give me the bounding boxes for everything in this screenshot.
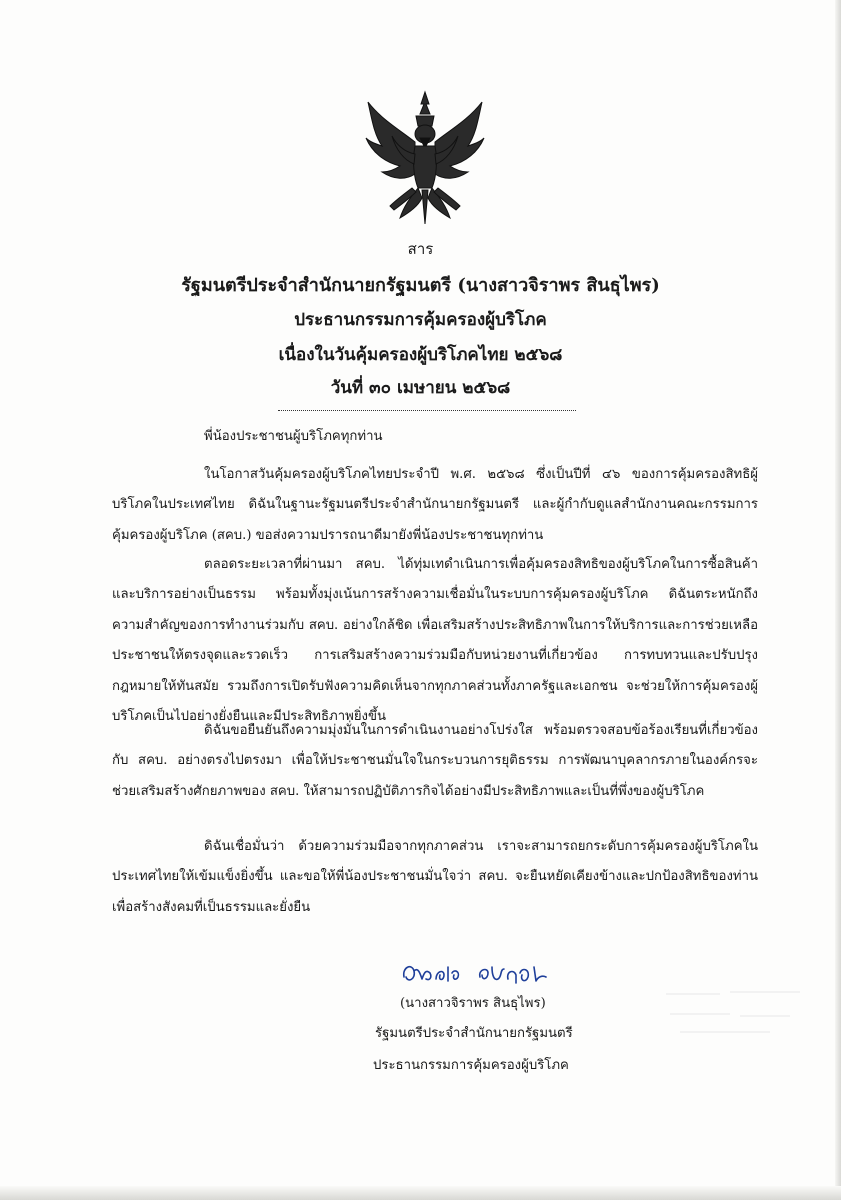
greeting: พี่น้องประชาชนผู้บริโภคทุกท่าน bbox=[204, 429, 383, 444]
title-line-3: เนื่องในวันคุ้มครองผู้บริโภคไทย ๒๕๖๘ bbox=[278, 345, 563, 365]
page-edge-right bbox=[835, 0, 841, 1200]
paragraph-1-text: ในโอกาสวันคุ้มครองผู้บริโภคไทยประจำปี พ.ศ. ๒๕๖๘ ซึ่งเป็นปีที่ ๔๖ ของการคุ้มครองสิทธิผู้บริโภคในประเทศไทย ดิฉันในฐานะรัฐมนตรีประจำสำนักนายกรัฐมนตรี และผู้กำกับดูแลสำนักงานคณะกรรมการคุ้มครองผู้บริโภค (สคบ.) ขอส่งความปรารถนาดีมายังพี่น้องประชาชนทุกท่าน bbox=[112, 467, 758, 543]
page-edge-bottom bbox=[0, 1186, 841, 1200]
handwritten-signature-icon bbox=[396, 955, 556, 991]
paragraph-2-text: ตลอดระยะเวลาที่ผ่านมา สคบ. ได้ทุ่มเทดำเนินการเพื่อคุ้มครองสิทธิของผู้บริโภคในการซื้อสินค้าและบริการอย่างเป็นธรรม พร้อมทั้งมุ่งเน้นการสร้างความเชื่อมั่นในระบบการคุ้มครองผู้บริโภค ดิฉันตระหนักถึงความสำคัญของการทำงานร่วมกับ สคบ. อย่างใกล้ชิด เพื่อเสริมสร้างประสิทธิภาพในการให้บริการและการช่วยเหลือประชาชนให้ตรงจุดและรวดเร็ว การเสริมสร้างความร่วมมือกับหน่วยงานที่เกี่ยวข้อง การทบทวนและปรับปรุงกฎหมายให้ทันสมัย รวมถึงการเปิดรับฟังความคิดเห็นจากทุกภาคส่วนทั้งภาครัฐและเอกชน จะช่วยให้การคุ้มครองผู้บริโภคเป็นไปอย่างยั่งยืนและมีประสิทธิภาพยิ่งขึ้น bbox=[112, 557, 758, 725]
title-line-2: ประธานกรรมการคุ้มครองผู้บริโภค bbox=[294, 310, 547, 330]
title-line-1: รัฐมนตรีประจำสำนักนายกรัฐมนตรี (นางสาวจิราพร สินธุไพร) bbox=[181, 275, 660, 296]
paragraph-3 bbox=[112, 716, 758, 807]
paragraph-2 bbox=[112, 550, 758, 732]
signatory-title-1: รัฐมนตรีประจำสำนักนายกรัฐมนตรี bbox=[375, 1026, 573, 1041]
garuda-emblem-icon bbox=[360, 90, 490, 230]
paragraph-1 bbox=[112, 460, 758, 551]
dotted-divider bbox=[278, 410, 576, 411]
signatory-title-2: ประธานกรรมการคุ้มครองผู้บริโภค bbox=[373, 1058, 569, 1073]
document-label: สาร bbox=[407, 240, 434, 258]
paragraph-4 bbox=[112, 832, 758, 923]
paragraph-3-text: ดิฉันขอยืนยันถึงความมุ่งมั่นในการดำเนินงานอย่างโปร่งใส พร้อมตรวจสอบข้อร้องเรียนที่เกี่ยวข้องกับ สคบ. อย่างตรงไปตรงมา เพื่อให้ประชาชนมั่นใจในกระบวนการยุติธรรม การพัฒนาบุคลากรภายในองค์กรจะช่วยเสริมสร้างศักยภาพของ สคบ. ให้สามารถปฏิบัติภารกิจได้อย่างมีประสิทธิภาพและเป็นที่พึ่งของผู้บริโภค bbox=[112, 723, 758, 799]
paragraph-4-text: ดิฉันเชื่อมั่นว่า ด้วยความร่วมมือจากทุกภาคส่วน เราจะสามารถยกระดับการคุ้มครองผู้บริโภคในประเทศไทยให้เข้มแข็งยิ่งขึ้น และขอให้พี่น้องประชาชนมั่นใจว่า สคบ. จะยืนหยัดเคียงข้างและปกป้องสิทธิของท่าน เพื่อสร้างสังคมที่เป็นธรรมและยั่งยืน bbox=[112, 839, 758, 915]
signatory-name: (นางสาวจิราพร สินธุไพร) bbox=[400, 996, 546, 1011]
title-line-4: วันที่ ๓๐ เมษายน ๒๕๖๘ bbox=[330, 378, 511, 398]
